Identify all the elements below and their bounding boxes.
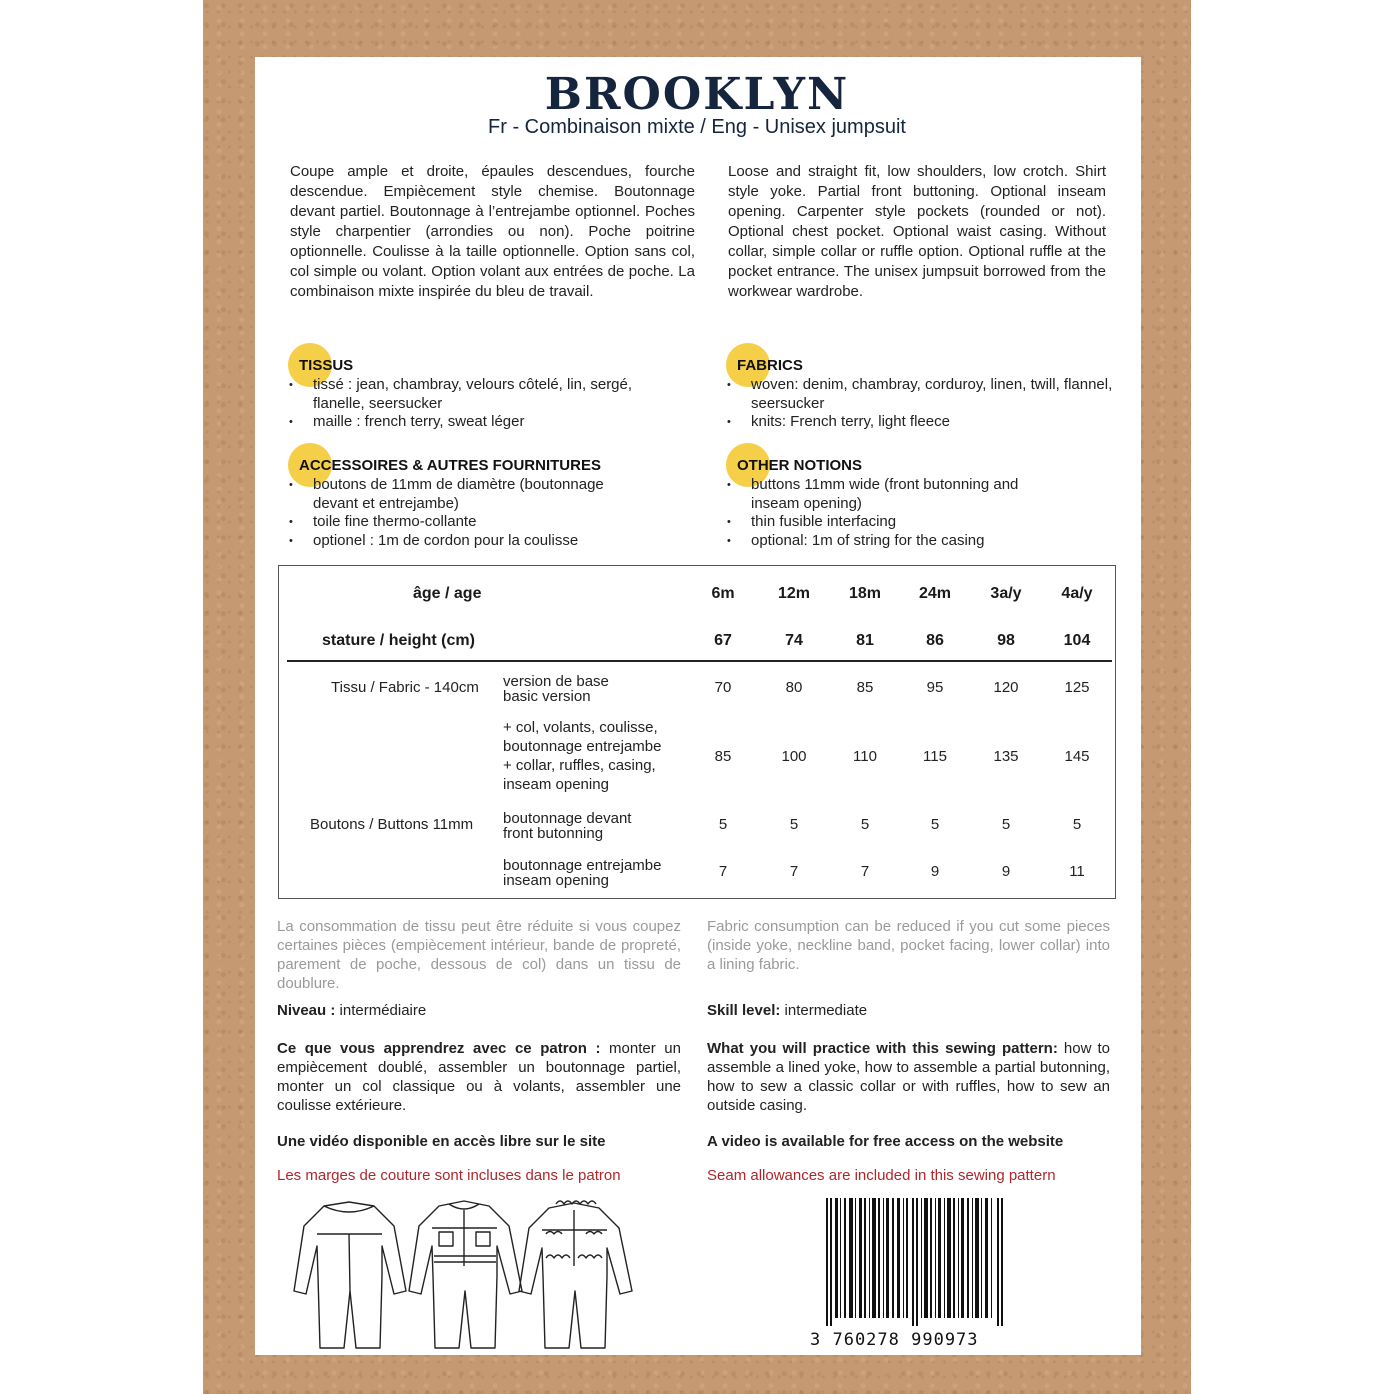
fabrics-heading-fr: TISSUS — [299, 357, 354, 374]
size-header: 4a/y — [1061, 585, 1093, 602]
level-value: intermediate — [780, 1002, 868, 1019]
height-value: 104 — [1063, 632, 1091, 649]
list-item: • optionel : 1m de cordon pour la coulisse — [285, 532, 645, 551]
list-item: • thin fusible interfacing — [723, 513, 1063, 532]
fabrics-list-fr — [285, 376, 685, 432]
jumpsuit-technical-drawings — [284, 1196, 684, 1356]
video-note-en: A video is available for free access on the website — [707, 1133, 1064, 1150]
barcode-number: 3 760278 990973 — [810, 1330, 979, 1350]
size-header: 12m — [777, 585, 811, 602]
jumpsuit-ruffle-drawing — [519, 1201, 632, 1348]
learn-text: monter un empiècement doublé, assembler un boutonnage partiel, monter un col classique ou à volants, assembler une coulisse extérieure. — [277, 1040, 681, 1114]
row-label: inseam opening — [503, 776, 609, 793]
height-value: 67 — [714, 632, 732, 649]
learn-label: Ce que vous apprendrez avec ce patron : — [277, 1040, 601, 1057]
height-value: 98 — [997, 632, 1015, 649]
table-cell: 5 — [1001, 816, 1011, 833]
description-fr: Coupe ample et droite, épaules descendues, fourche descendue. Empiècement style chemise. Boutonnage devant partiel. Boutonnage à l’entrejambe optionnel. Poches style charpentier (arrondies ou non). Poche poitrine optionnelle. Coulisse à la taille optionnelle. Option sans col, col simple ou volant. Option volant aux entrées de poche. La combinaison mixte inspirée du bleu de travail. — [290, 163, 695, 300]
seam-note-en: Seam allowances are included in this sewing pattern — [707, 1167, 1056, 1184]
fabric-label: Tissu / Fabric - 140cm — [331, 679, 479, 696]
table-cell: 120 — [993, 679, 1019, 696]
barcode — [826, 1198, 1006, 1326]
table-cell: 5 — [1072, 816, 1082, 833]
table-cell: 7 — [718, 863, 728, 880]
list-item: • toile fine thermo-collante — [285, 513, 645, 532]
table-cell: 70 — [714, 679, 732, 696]
row-label: boutonnage entrejambe — [503, 857, 662, 874]
table-cell: 100 — [781, 748, 807, 765]
row-label: basic version — [503, 688, 591, 705]
size-header: 24m — [918, 585, 952, 602]
table-cell: 125 — [1064, 679, 1090, 696]
list-item: • woven: denim, chambray, corduroy, linen, twill, flannel, seersucker — [723, 376, 1113, 413]
notions-heading-en: OTHER NOTIONS — [737, 457, 863, 474]
table-cell: 85 — [714, 748, 732, 765]
seam-note-fr: Les marges de couture sont incluses dans le patron — [277, 1167, 621, 1184]
height-value: 74 — [785, 632, 803, 649]
size-header: 3a/y — [990, 585, 1022, 602]
description-en: Loose and straight fit, low shoulders, low crotch. Shirt style yoke. Partial front buttoning. Optional inseam opening. Carpenter style pockets (rounded or not). Optional chest pocket. Optional waist casing. Without collar, simple collar or ruffle option. Optional ruffle at the pocket entrance. The unisex jumpsuit borrowed from the workwear wardrobe. — [728, 163, 1106, 300]
table-cell: 7 — [860, 863, 870, 880]
table-cell: 85 — [856, 679, 874, 696]
table-cell: 5 — [718, 816, 728, 833]
level-label: Niveau : — [277, 1002, 336, 1019]
list-item: • tissé : jean, chambray, velours côtelé, lin, sergé, flanelle, seersucker — [285, 376, 685, 413]
row-label: + col, volants, coulisse, — [503, 719, 658, 736]
notions-list-en — [723, 476, 1063, 550]
row-label: inseam opening — [503, 872, 609, 889]
table-cell: 9 — [1001, 863, 1011, 880]
height-value: 86 — [926, 632, 944, 649]
table-cell: 9 — [930, 863, 940, 880]
size-header: 18m — [848, 585, 882, 602]
notions-list-fr — [285, 476, 645, 550]
table-cell: 5 — [930, 816, 940, 833]
list-item: • maille : french terry, sweat léger — [285, 413, 685, 432]
table-cell: 145 — [1064, 748, 1090, 765]
table-cell: 115 — [923, 748, 947, 765]
level-fr — [277, 1001, 681, 1020]
size-table — [278, 565, 1116, 899]
fabrics-list-en — [723, 376, 1113, 432]
table-cell: 135 — [993, 748, 1019, 765]
table-cell: 5 — [789, 816, 799, 833]
row-label: boutonnage devant — [503, 810, 632, 827]
table-cell: 95 — [926, 679, 944, 696]
level-en — [707, 1001, 1110, 1020]
learn-en — [707, 1039, 1110, 1115]
table-cell: 110 — [853, 748, 877, 765]
pattern-title: BROOKLYN — [544, 69, 850, 120]
jumpsuit-front-drawing — [409, 1201, 522, 1348]
notions-heading-fr: ACCESSOIRES & AUTRES FOURNITURES — [299, 457, 601, 474]
list-item: • boutons de 11mm de diamètre (boutonnage devant et entrejambe) — [285, 476, 645, 513]
table-cell: 5 — [860, 816, 870, 833]
height-label: stature / height (cm) — [322, 632, 475, 649]
learn-text: how to assemble a lined yoke, how to assemble a partial butonning, how to sew a classic collar or with ruffles, how to sew an outside casing. — [707, 1040, 1110, 1114]
consumption-note-fr: La consommation de tissu peut être réduite si vous coupez certaines pièces (empiècement intérieur, bande de propreté, parement de poche, dessous de col) dans un tissu de doublure. — [277, 918, 681, 992]
level-value: intermédiaire — [335, 1002, 427, 1019]
list-item: • optional: 1m of string for the casing — [723, 532, 1063, 551]
age-label: âge / age — [413, 585, 482, 602]
list-item: • knits: French terry, light fleece — [723, 413, 1113, 432]
consumption-note-en: Fabric consumption can be reduced if you cut some pieces (inside yoke, neckline band, pocket facing, lower collar) into a lining fabric. — [707, 918, 1110, 973]
learn-fr — [277, 1039, 681, 1115]
row-label: + collar, ruffles, casing, — [503, 757, 656, 774]
table-cell: 80 — [785, 679, 803, 696]
learn-label: What you will practice with this sewing pattern: — [707, 1040, 1058, 1057]
pattern-subtitle: Fr - Combinaison mixte / Eng - Unisex jumpsuit — [488, 116, 906, 138]
size-header: 6m — [711, 585, 735, 602]
level-label: Skill level: — [707, 1002, 781, 1019]
row-label: front butonning — [503, 825, 604, 842]
video-note-fr: Une vidéo disponible en accès libre sur le site — [277, 1133, 606, 1150]
table-cell: 7 — [789, 863, 799, 880]
table-cell: 11 — [1069, 863, 1085, 880]
list-item: • buttons 11mm wide (front butonning and inseam opening) — [723, 476, 1063, 513]
row-label: boutonnage entrejambe — [503, 738, 662, 755]
height-value: 81 — [856, 632, 874, 649]
fabrics-heading-en: FABRICS — [737, 357, 803, 374]
row-label: version de base — [503, 673, 609, 690]
buttons-label: Boutons / Buttons 11mm — [310, 816, 474, 833]
jumpsuit-back-drawing — [294, 1202, 406, 1348]
table-divider — [287, 660, 1112, 662]
